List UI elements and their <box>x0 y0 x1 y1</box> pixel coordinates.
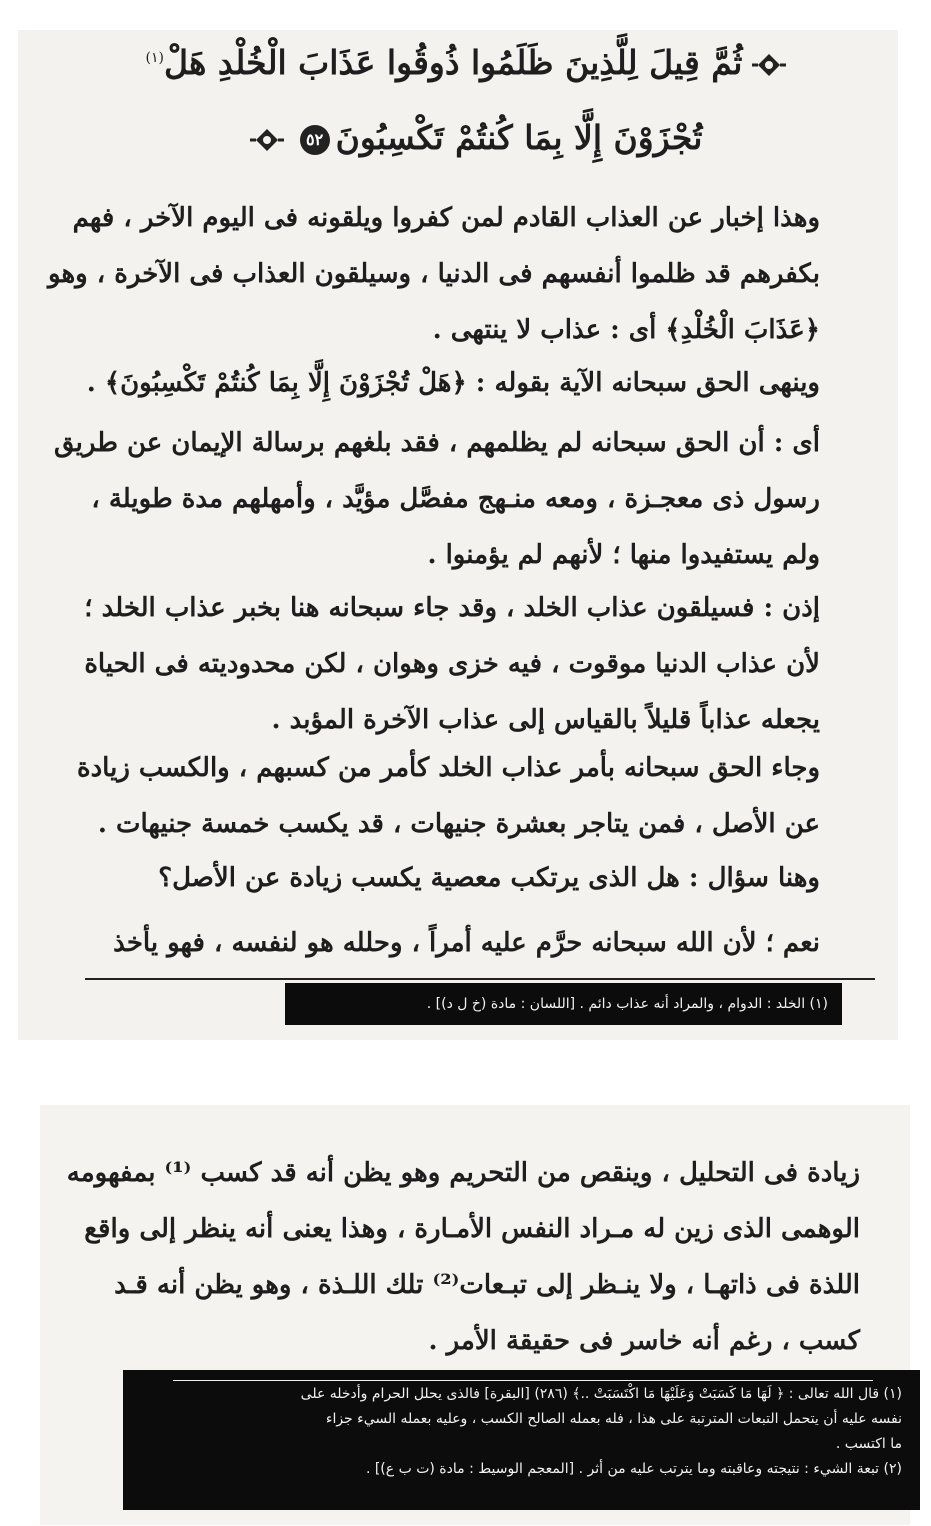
text-line: وهذا إخبار عن العذاب القادم لمن كفروا ويلقونه فى اليوم الآخر ، فهم <box>72 203 820 233</box>
paragraph-1 <box>48 190 820 358</box>
text-line: وينهى الحق سبحانه الآية بقوله : ﴿هَلْ تُجْزَوْنَ إِلَّا بِمَا كُنتُمْ تَكْسِبُونَ﴾ . <box>86 368 820 398</box>
text-line: زيادة فى التحليل ، وينقص من التحريم وهو يظن أنه قد كسب ⁽¹⁾ بمفهومه <box>66 1158 860 1188</box>
quran-verse-line-2 <box>71 120 871 156</box>
ayah-number-badge: ٥٢ <box>300 125 330 155</box>
footnote-box-top <box>285 983 842 1025</box>
text-line: وهنا سؤال : هل الذى يرتكب معصية يكسب زيادة عن الأصل؟ <box>158 863 820 893</box>
paragraph-3 <box>53 415 820 583</box>
text-line: ﴿عَذَابَ الْخُلْدِ﴾ أى : عذاب لا ينتهى . <box>432 315 820 345</box>
footnote-text: (١) قال الله تعالى : ﴿ لَهَا مَا كَسَبَتْ وَعَلَيْهَا مَا اكْتَسَبَتْ ..﴾ (٢٨٦) [البقرة] فالذى يحلل الحرام وأدخله على <box>300 1386 902 1402</box>
verse-text-1: ثُمَّ قِيلَ لِلَّذِينَ ظَلَمُوا ذُوقُوا عَذَابَ الْخُلْدِ هَلْ <box>164 43 743 82</box>
paragraph-6 <box>80 850 820 906</box>
footnote-text: ما اكتسب . <box>835 1436 902 1452</box>
text-line: الوهمى الذى زين له مـراد النفس الأمـارة ، وهذا يعنى أنه ينظر إلى واقع <box>84 1214 860 1244</box>
text-line: عن الأصل ، فمن يتاجر بعشرة جنيهات ، قد يكسب خمسة جنيهات . <box>97 809 820 839</box>
paragraph-page2 <box>66 1145 860 1369</box>
ornament-open-icon <box>750 52 788 78</box>
text-line: لأن عذاب الدنيا موقوت ، فيه خزى وهوان ، لكن محدوديته فى الحياة <box>84 649 820 679</box>
paragraph-7 <box>80 915 820 971</box>
paragraph-5 <box>76 740 820 852</box>
text-line: يجعله عذاباً قليلاً بالقياس إلى عذاب الآخرة المؤبد . <box>271 705 820 735</box>
text-line: ولم يستفيدوا منها ؛ لأنهم لم يؤمنوا . <box>427 540 820 570</box>
paragraph-2 <box>80 355 820 411</box>
footnote-text: (٢) تبعة الشيء : نتيجته وعاقبته وما يترتب عليه من أثر . [المعجم الوسيط : مادة (ت ب ع)] . <box>365 1461 902 1477</box>
text-line: نعم ؛ لأن الله سبحانه حرَّم عليه أمراً ، وحلله هو لنفسه ، فهو يأخذ <box>113 928 820 958</box>
footnote-text: (١) الخلد : الدوام ، والمراد أنه عذاب دائم . [اللسان : مادة (خ ل د)] . <box>426 996 828 1012</box>
text-line: كسب ، رغم أنه خاسر فى حقيقة الأمر . <box>428 1326 860 1356</box>
quran-verse-line-1 <box>71 45 871 81</box>
footnote-box-bottom <box>123 1370 920 1510</box>
text-line: إذن : فسيلقون عذاب الخلد ، وقد جاء سبحانه هنا بخبر عذاب الخلد ؛ <box>84 593 820 623</box>
footnote-separator <box>85 978 875 980</box>
footnote-text: نفسه عليه أن يتحمل التبعات المترتبة على هذا ، فله بعمله الصالح الكسب ، وعليه بعمله السيء جزاء <box>325 1411 902 1427</box>
footnote-separator-bottom <box>173 1380 873 1381</box>
text-line: رسول ذى معجـزة ، ومعه منـهج مفصَّل مؤيَّد ، وأمهلهم مدة طويلة ، <box>91 484 820 514</box>
footnote-marker: (١) <box>145 50 165 66</box>
paragraph-4 <box>80 580 820 748</box>
verse-text-2: تُجْزَوْنَ إِلَّا بِمَا كُنتُمْ تَكْسِبُونَ <box>335 118 703 157</box>
text-line: أى : أن الحق سبحانه لم يظلمهم ، فقد بلغهم برسالة الإيمان عن طريق <box>53 428 820 458</box>
text-line: بكفرهم قد ظلموا أنفسهم فى الدنيا ، وسيلقون العذاب فى الآخرة ، وهو <box>48 259 820 289</box>
text-line: اللذة فى ذاتهـا ، ولا ينـظر إلى تبـعات⁽²⁾ تلك اللـذة ، وهو يظن أنه قـد <box>114 1270 860 1300</box>
text-line: وجاء الحق سبحانه بأمر عذاب الخلد كأمر من كسبهم ، والكسب زيادة <box>76 753 820 783</box>
ornament-close-icon <box>248 127 286 153</box>
